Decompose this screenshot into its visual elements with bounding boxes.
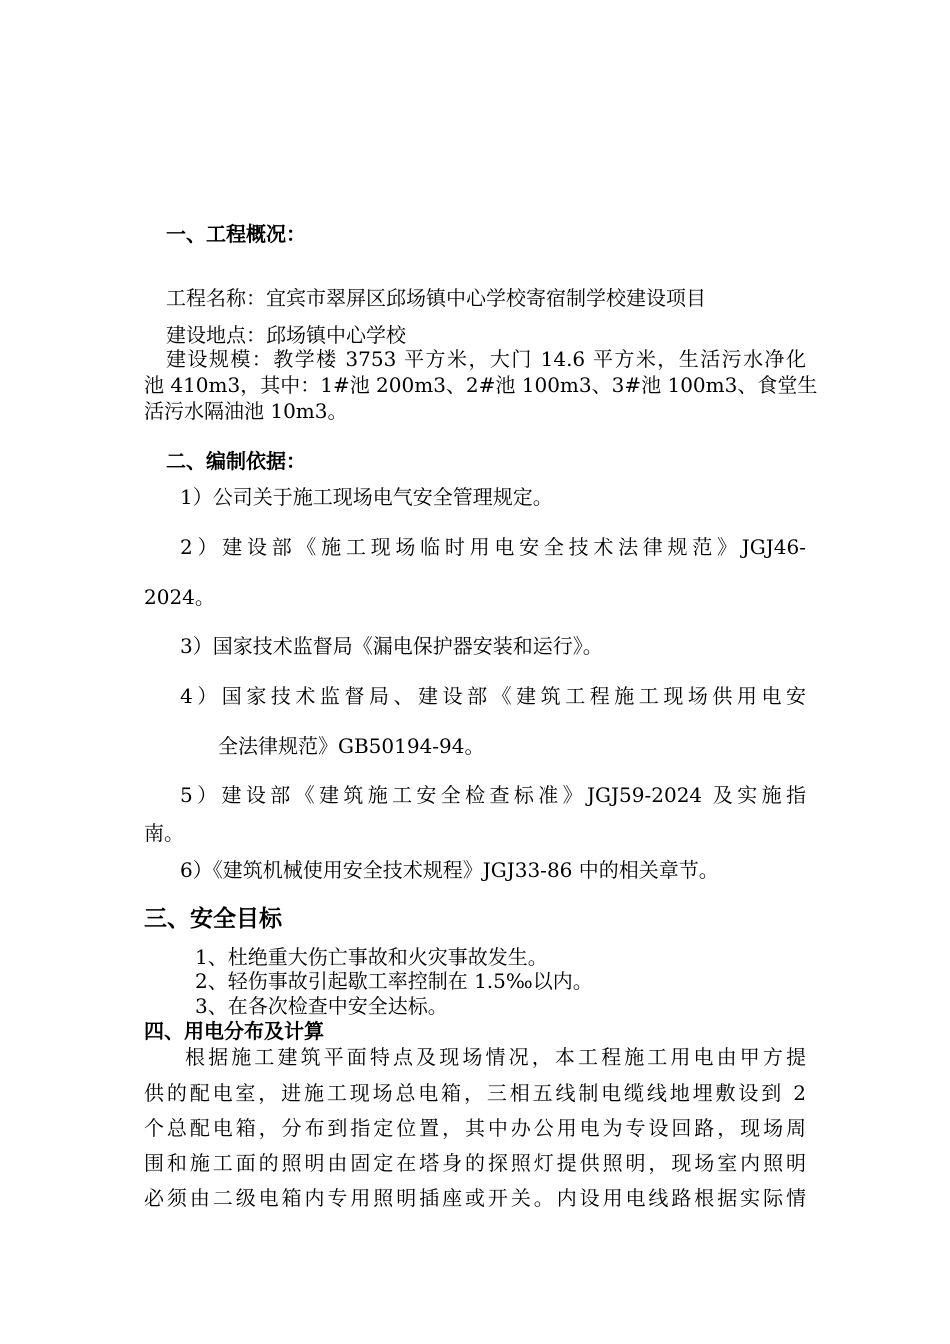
basis-item-5-line-1: 5）建设部《建筑施工安全检查标准》JGJ59-2024 及实施指 [180,783,806,807]
scale-line-3: 活污水隔油池 10m3。 [144,399,348,423]
basis-item-6: 6）《建筑机械使用安全技术规程》JGJ33-86 中的相关章节。 [180,858,719,882]
power-para-line-3: 个总配电箱，分布到指定位置，其中办公用电为专设回路，现场周 [144,1116,806,1140]
section-heading-overview: 一、工程概况： [166,222,306,246]
safety-goal-3: 3、在各次检查中安全达标。 [195,994,448,1018]
section-heading-basis: 二、编制依据： [166,449,306,473]
scale-line-1: 建设规模：教学楼 3753 平方米，大门 14.6 平方米，生活污水净化 [166,347,806,371]
basis-item-3: 3）国家技术监督局《漏电保护器安装和运行》。 [180,634,603,658]
basis-item-4-line-1: 4）国家技术监督局、建设部《建筑工程施工现场供用电安 [180,684,806,708]
location-line: 建设地点：邱场镇中心学校 [166,323,406,347]
project-name-line: 工程名称：宜宾市翠屏区邱场镇中心学校寄宿制学校建设项目 [166,286,706,310]
basis-item-2-line-2: 2024。 [144,585,215,609]
power-para-line-4: 围和施工面的照明由固定在塔身的探照灯提供照明，现场室内照明 [144,1151,806,1175]
basis-item-2-line-1: 2）建设部《施工现场临时用电安全技术法律规范》JGJ46- [180,535,806,559]
safety-goal-1: 1、杜绝重大伤亡事故和火灾事故发生。 [195,945,548,969]
power-para-line-2: 供的配电室，进施工现场总电箱，三相五线制电缆线地埋敷设到 2 [144,1081,806,1105]
safety-goal-2: 2、轻伤事故引起歇工率控制在 1.5‰以内。 [195,969,593,993]
power-para-line-1: 根据施工建筑平面特点及现场情况，本工程施工用电由甲方提 [185,1045,806,1069]
basis-item-4-line-2: 全法律规范》GB50194-94。 [218,734,485,758]
section-heading-safety-goals: 三、安全目标 [144,906,282,932]
scale-line-2: 池 410m3，其中：1#池 200m3、2#池 100m3、3#池 100m3、食堂生 [144,373,818,397]
basis-item-1: 1）公司关于施工现场电气安全管理规定。 [180,485,553,509]
section-heading-power-distribution: 四、用电分布及计算 [144,1019,324,1043]
power-para-line-5: 必须由二级电箱内专用照明插座或开关。内设用电线路根据实际情 [144,1186,806,1210]
basis-item-5-line-2: 南。 [144,821,184,845]
